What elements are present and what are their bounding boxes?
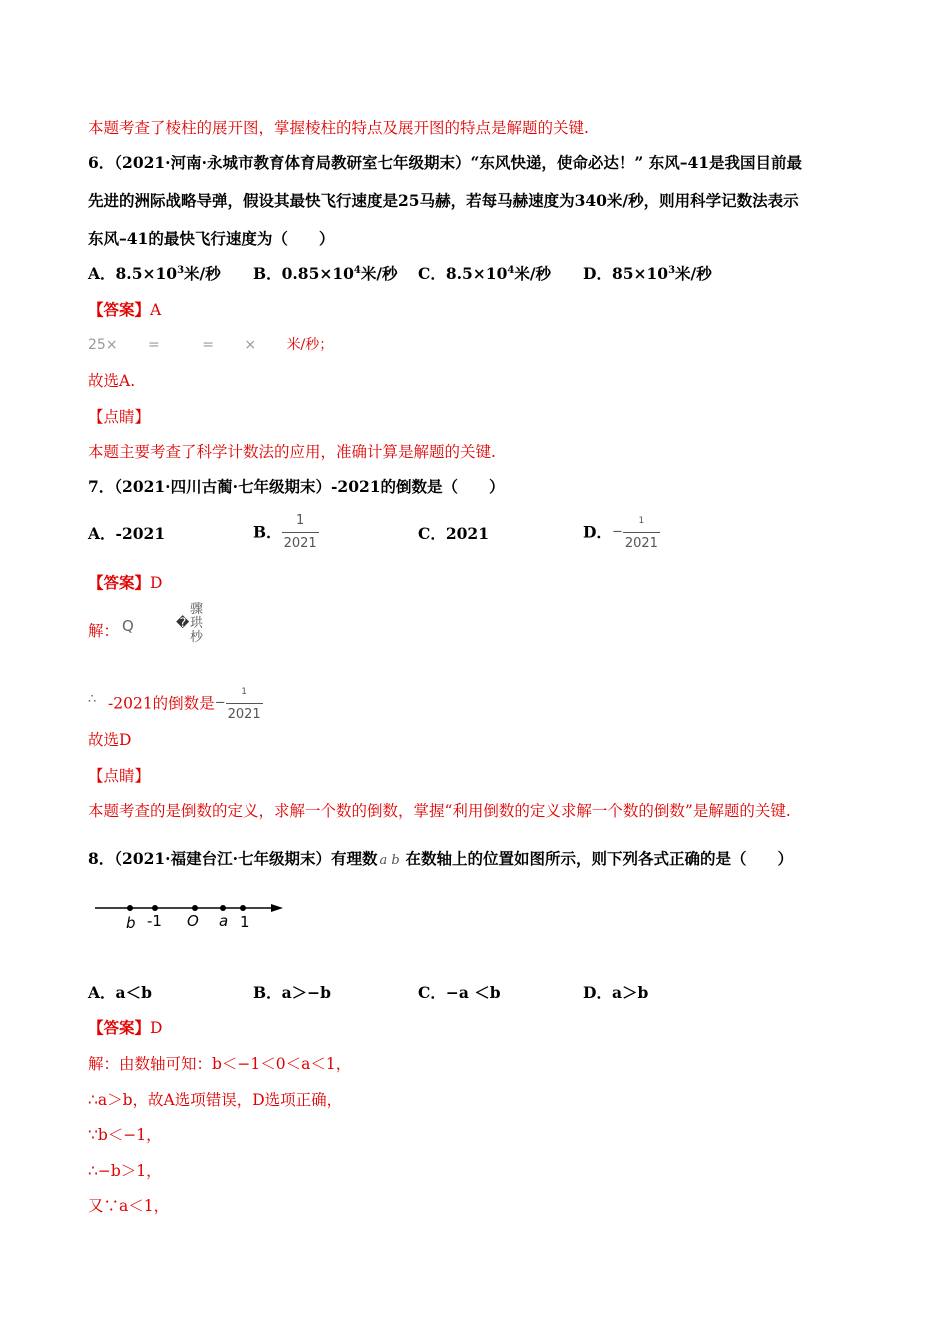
q8-step-2: ∴a＞b，故A选项错误，D选项正确，	[88, 1091, 343, 1109]
q6-answer	[88, 299, 161, 321]
q6-calculation: 25× = = × 米/秒；	[88, 337, 334, 353]
q8-stem-a: （2021·福建台江·七年级期末）有理数	[114, 849, 378, 868]
point-1	[240, 905, 246, 911]
point-b	[127, 905, 133, 911]
q6-stem-line1: （2021·河南·永城市教育体育局教研室七年级期末）“东风快递，使命必达！” 东风–41是我国目前最	[114, 153, 803, 172]
q8-step-1: 解：由数轴可知：b＜−1＜0＜a＜1，	[88, 1055, 352, 1073]
q8-stem-b: 在数轴上的位置如图所示，则下列各式正确的是（ ）	[405, 849, 793, 868]
q8-number: 8．	[88, 849, 115, 868]
q8-answer-tag: 【答案】	[88, 1018, 151, 1037]
q7-solution-stack: 骤 珙 杪	[190, 602, 204, 645]
q7-note-tag: 【点睛】	[88, 767, 151, 785]
q6-answer-value: A	[150, 301, 162, 319]
q6-option-d[interactable]: D．$85\times 10^3$米/秒	[583, 264, 712, 283]
label-1: 1	[240, 913, 250, 931]
intro-note: 本题考查了棱柱的展开图，掌握棱柱的特点及展开图的特点是解题的关键.	[88, 119, 589, 137]
q8-step-4: ∴−b＞1，	[88, 1162, 162, 1180]
q8-option-d[interactable]: D．a＞b	[583, 983, 649, 1002]
q7-stem-line	[88, 476, 505, 498]
q6-number: 6．	[88, 153, 115, 172]
q7-option-b-fraction: $\frac{1}{2021}$	[282, 510, 319, 555]
q7-conclusion-fraction: $\frac{1}{2021}$	[226, 681, 263, 726]
point-a	[220, 905, 226, 911]
therefore-symbol: ∴	[88, 692, 97, 707]
q7-number: 7．	[88, 477, 115, 496]
q8-answer-value: D	[150, 1019, 163, 1037]
q7-answer	[88, 572, 162, 594]
q7-answer-tag: 【答案】	[88, 573, 151, 592]
number-line-arrow	[271, 904, 283, 912]
q6-option-a[interactable]: A．$8.5\times 10^3$米/秒	[88, 264, 221, 283]
label-a: a	[219, 912, 229, 930]
q7-option-d-fraction: $\frac{1}{2021}$	[623, 510, 660, 555]
q7-note: 本题考查的是倒数的定义，求解一个数的倒数，掌握“利用倒数的定义求解一个数的倒数”是解题的关键.	[88, 802, 791, 820]
q6-choose: 故选A.	[88, 372, 136, 390]
point-neg1	[152, 905, 158, 911]
q7-stem: （2021·四川古蔺·七年级期末）-2021的倒数是（ ）	[114, 477, 505, 496]
point-origin	[192, 905, 198, 911]
q7-solution-garbled: �	[176, 616, 190, 631]
q7-option-c[interactable]: C．2021	[418, 524, 489, 543]
q7-solution-symbol: Q	[122, 617, 134, 635]
q6-note: 本题主要考查了科学计数法的应用，准确计算是解题的关键.	[88, 443, 496, 461]
q6-option-b[interactable]: B．$0.85\times 10^4$米/秒	[253, 264, 398, 283]
q8-stem-line	[88, 848, 793, 870]
q7-solution-label: 解：	[88, 622, 120, 640]
q8-option-b[interactable]: B．a＞−b	[253, 983, 331, 1002]
q8-step-3: ∵b＜−1，	[88, 1126, 162, 1144]
q6-note-tag: 【点睛】	[88, 408, 151, 426]
number-line-figure	[95, 898, 295, 938]
q8-ab-label: a b	[379, 853, 400, 868]
q6-option-c[interactable]: C．$8.5\times 10^4$米/秒	[418, 264, 552, 283]
label-origin: O	[187, 912, 199, 930]
q8-step-5: 又∵a＜1，	[88, 1197, 170, 1215]
q8-option-c[interactable]: C．−a ＜b	[418, 983, 501, 1002]
q7-choose: 故选D	[88, 731, 132, 749]
label-b: b	[126, 914, 136, 932]
q6-answer-tag: 【答案】	[88, 300, 151, 319]
q6-line2: 先进的洲际战略导弹，假设其最快飞行速度是25马赫，若每马赫速度为340米/秒，则用科学记数法表示	[88, 191, 799, 210]
q7-conclusion: -2021的倒数是− $\frac{1}{2021}$	[108, 681, 263, 726]
q8-answer	[88, 1017, 162, 1039]
q7-option-d[interactable]: D．− $\frac{1}{2021}$	[583, 510, 660, 555]
q7-option-a[interactable]: A．-2021	[88, 524, 166, 543]
q6-line1	[88, 152, 802, 174]
label-neg1: -1	[147, 912, 162, 930]
q7-answer-value: D	[150, 574, 163, 592]
q7-option-b[interactable]: B． $\frac{1}{2021}$	[253, 510, 319, 555]
q6-line3: 东风–41的最快飞行速度为（ ）	[88, 229, 335, 248]
q8-option-a[interactable]: A．a＜b	[88, 983, 152, 1002]
